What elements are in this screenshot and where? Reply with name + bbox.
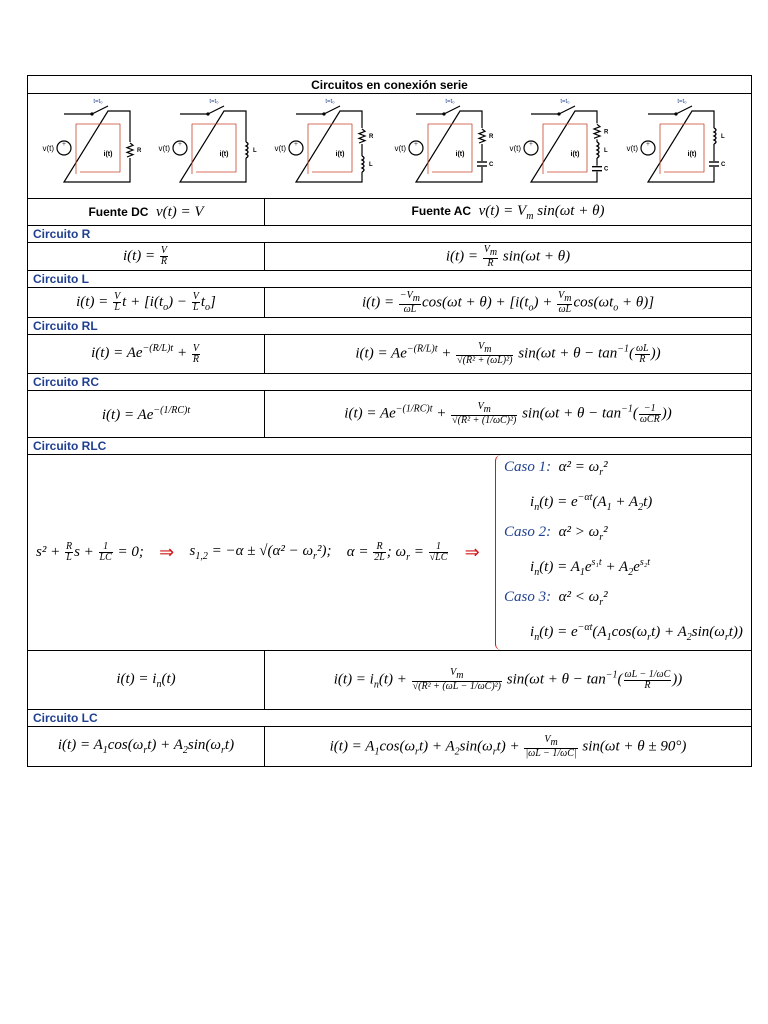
current-label: i(t): [687, 151, 697, 158]
section-circuito-l: Circuito L: [28, 271, 752, 288]
switch-label: t=t₀: [445, 99, 455, 105]
switch: [559, 106, 575, 114]
switch-pivot: [90, 112, 93, 115]
l-dc-formula: i(t) = $\frac{V}{L}$ $t + [i(t_o)$ − $\frac{V}{L}$ $t_o$]: [28, 288, 265, 318]
rlc-cases: [495, 455, 743, 650]
circuit-5: [509, 99, 609, 182]
plus-sign: +: [414, 140, 418, 148]
case-2-solution: $i_n(t) = A_1e^{s_1t} + A_2e^{s_2t}$: [530, 557, 651, 578]
component-label: C: [489, 162, 494, 168]
switch-label: t=t₀: [677, 99, 687, 105]
lc-ac-formula: $i(t) = A_1\cos(\omega_rt) + A_2\sin(\omega_rt)$ + $\frac{V_m}{|\omega L - 1/\omega C|}$ sin(ωt + θ ± 90°): [265, 727, 752, 767]
source-label: v(t): [509, 144, 521, 153]
current-loop: [428, 124, 472, 174]
switch-label: t=t₀: [93, 99, 103, 105]
dc-source-header: [28, 199, 265, 226]
section-circuito-rl: Circuito RL: [28, 318, 752, 335]
plus-sign: +: [294, 140, 298, 148]
section-circuito-rlc: Circuito RLC: [28, 438, 752, 455]
plus-sign: +: [62, 140, 66, 148]
table-title: Circuitos en conexión serie: [28, 76, 752, 94]
case-3-solution: $i_n(t) = e^{-\alpha t}(A_1\cos(\omega_rt) + A_2\sin(\omega_rt))$: [530, 622, 743, 643]
switch: [324, 106, 340, 114]
rlc-ac-formula: $i(t) = i_n(t)$ + $\frac{V_m}{\text{√(R² + (ωL − 1/ωC)²)}}$ $\sin(\omega t + \theta - \tan^{-1}$( $\frac{\omega L - 1/\omega C}{R}$ )): [265, 651, 752, 710]
source-label: v(t): [42, 144, 54, 153]
rc-ac-formula: $i(t) = Ae^{-(1/RC)t}$ + $\frac{V_m}{\text{√(R² + (1/ωC)²)}}$ $\sin(\omega t + \theta - \tan^{-1}$( $\frac{-1}{\text{ωCR}}$ )): [265, 391, 752, 438]
rlc-characteristic-row: [28, 455, 752, 651]
section-circuito-r: Circuito R: [28, 226, 752, 243]
component-label: L: [604, 148, 608, 154]
dc-source-label: Fuente DC: [88, 204, 149, 219]
circuit-6: [626, 99, 726, 182]
current-loop: [543, 124, 587, 174]
switch-pivot: [442, 112, 445, 115]
circuit-diagrams-row: [28, 94, 752, 199]
circuit-diagrams: [28, 94, 750, 193]
rlc-roots: $s_{1,2} = -\alpha \pm √(\alpha^2 - \omega_r^2)$;: [189, 543, 332, 562]
circuit-3: [274, 99, 374, 182]
dc-source-formula: v(t) = V: [155, 203, 204, 220]
circuit-1: [42, 99, 142, 182]
switch: [444, 106, 460, 114]
plus-sign: +: [529, 140, 533, 148]
component-label: L: [253, 148, 257, 154]
rlc-params: α = $\frac{R}{2L}$ ; $\omega_r$ = $\frac{1}{√LC}$: [346, 541, 448, 563]
section-circuito-lc: Circuito LC: [28, 710, 752, 727]
component-label: C: [604, 166, 609, 173]
component-label: R: [137, 148, 142, 154]
implies-arrow-1: ⇒: [159, 542, 175, 562]
component-label: L: [369, 162, 373, 168]
implies-arrow-2: ⇒: [464, 542, 480, 562]
case-3-head: Caso 3: $\alpha^2 < \omega_r^2$: [504, 589, 608, 608]
plus-sign: +: [178, 140, 182, 148]
case-2-head: Caso 2: $\alpha^2 > \omega_r^2$: [504, 524, 608, 543]
rlc-dc-formula: $i(t) = i_n(t)$: [28, 651, 265, 710]
current-label: i(t): [103, 151, 113, 158]
switch-label: t=t₀: [560, 99, 570, 105]
switch: [208, 106, 224, 114]
current-label: i(t): [570, 151, 580, 158]
current-loop: [308, 124, 352, 174]
current-loop: [192, 124, 236, 174]
rc-dc-formula: $i(t) = Ae^{-(1/RC)t}$: [28, 391, 265, 438]
plus-sign: +: [646, 140, 650, 148]
r-dc-formula: i(t) = $\frac{V}{R}$: [28, 243, 265, 271]
component-label: L: [721, 134, 725, 140]
source-label: v(t): [626, 144, 638, 153]
switch-pivot: [206, 112, 209, 115]
ac-source-header: [265, 199, 752, 226]
current-loop: [660, 124, 704, 174]
component-label: R: [604, 129, 609, 136]
circuit-2: [158, 99, 257, 182]
case-1-head: Caso 1: $\alpha^2 = \omega_r^2$: [504, 459, 608, 478]
component-label: R: [489, 134, 494, 140]
rlc-characteristic-eq: s² + $\frac{R}{L}$ s + $\frac{1}{LC}$ = 0;: [36, 541, 144, 563]
ac-source-label: Fuente AC: [411, 203, 472, 218]
ac-source-formula: $v(t) = V_m$ sin(ωt + θ): [478, 202, 605, 222]
switch-pivot: [674, 112, 677, 115]
component-label: R: [369, 134, 374, 140]
switch-label: t=t₀: [209, 99, 219, 105]
switch: [92, 106, 108, 114]
l-ac-formula: i(t) = $\frac{-V_m}{\omega L}$ $\cos(\omega t + \theta) + [i(t_o)$ + $\frac{V_m}{\omega L}$ $\cos(\omega t_o + \theta)$]: [265, 288, 752, 318]
formula-table: [27, 75, 752, 767]
switch-pivot: [322, 112, 325, 115]
case-1-solution: $i_n(t) = e^{-\alpha t}(A_1 + A_2t)$: [530, 492, 653, 513]
component-label: C: [721, 162, 726, 168]
source-label: v(t): [158, 144, 170, 153]
current-label: i(t): [335, 151, 345, 158]
source-label: v(t): [274, 144, 286, 153]
switch-label: t=t₀: [325, 99, 335, 105]
r-ac-formula: i(t) = $\frac{V_m}{R}$ sin(ωt + θ): [265, 243, 752, 271]
current-loop: [76, 124, 120, 174]
switch-pivot: [557, 112, 560, 115]
current-label: i(t): [455, 151, 465, 158]
current-label: i(t): [219, 151, 229, 158]
circuit-4: [394, 99, 494, 182]
source-label: v(t): [394, 144, 406, 153]
switch: [676, 106, 692, 114]
section-circuito-rc: Circuito RC: [28, 374, 752, 391]
rl-ac-formula: $i(t) = Ae^{-(R/L)t}$ + $\frac{V_m}{\text{√(R² + (ωL)²)}}$ $\sin(\omega t + \theta - \tan^{-1}$( $\frac{\omega L}{R}$ )): [265, 335, 752, 374]
rl-dc-formula: $i(t) = Ae^{-(R/L)t}$ + $\frac{V}{R}$: [28, 335, 265, 374]
lc-dc-formula: $i(t) = A_1\cos(\omega_rt) + A_2\sin(\omega_rt)$: [28, 727, 265, 767]
